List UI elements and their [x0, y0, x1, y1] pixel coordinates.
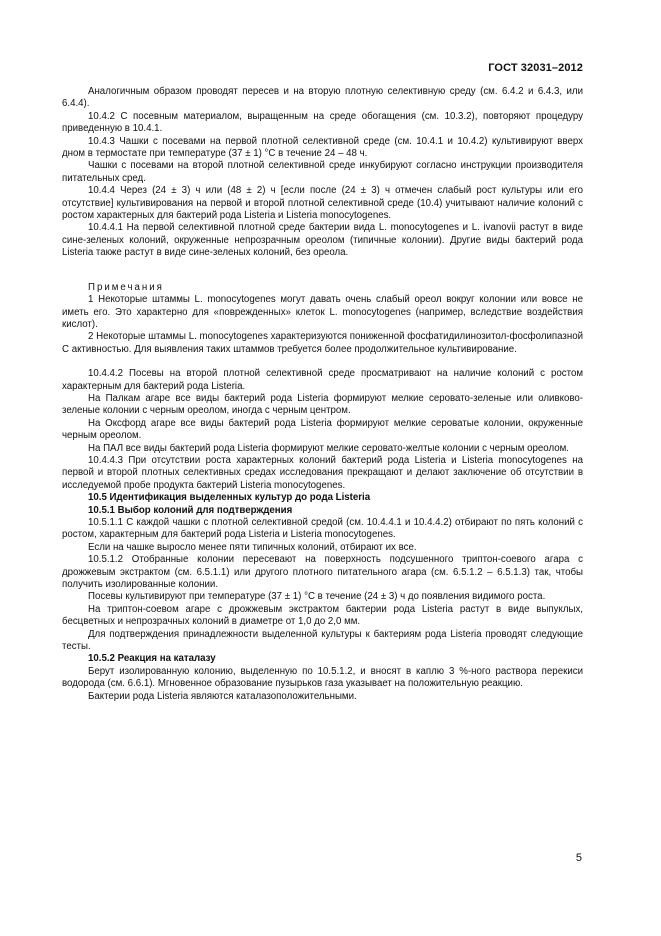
paragraph: 10.5.1.2 Отобранные колонии пересевают на поверхность подсушенного триптон-соевого агара с дрожжевым экстрактом (см. 6.5.1.1) или другого плотного питательного агара (см. 6.5.1.2 – 6.5.1.3) так, чтобы получить изолированные колонии.: [62, 554, 583, 591]
paragraph: 10.5.1.1 С каждой чашки с плотной селективной средой (см. 10.4.4.1 и 10.4.4.2) отбирают по пять колоний с ростом, характерным для бактерий рода Listeria и Listeria monocytogenes.: [62, 517, 583, 541]
paragraph: Аналогичным образом проводят пересев и на вторую плотную селективную среду (см. 6.4.2 и 6.4.3, или 6.4.4).: [62, 86, 583, 110]
paragraph: На Оксфорд агаре все виды бактерий рода Listeria формируют мелкие сероватые колонии, окруженные черным ореолом.: [62, 417, 583, 442]
paragraph: Если на чашке выросло менее пяти типичных колоний, отбирают их все.: [88, 541, 417, 553]
subsection-heading: 10.5.2 Реакция на каталазу: [88, 653, 216, 665]
paragraph: 10.4.4.3 При отсутствии роста характерных колоний бактерий рода Listeria и Listeria monocytogenes на первой и второй плотных селективных средах исследования прекращают и делают заключение об отсутствии в исследуемой пробе продукта бактерий Listeria monocytogenes.: [62, 454, 583, 491]
paragraph: Посевы культивируют при температуре (37 ± 1) °С в течение (24 ± 3) ч до появления видимого роста.: [88, 591, 546, 603]
notes-heading: Примечания: [88, 281, 164, 293]
note-item: 1 Некоторые штаммы L. monocytogenes могут давать очень слабый ореол вокруг колонии или вовсе не иметь его. Это характерно для «поврежденных» клеток L. monocytogenes (например, вследствие воздействия кислот).: [62, 294, 583, 330]
page-number: 5: [575, 852, 582, 864]
paragraph: 10.4.2 С посевным материалом, выращенным на среде обогащения (см. 10.3.2), повторяют процедуру приведенную в 10.4.1.: [62, 110, 583, 135]
section-heading: 10.5 Идентификация выделенных культур до рода Listeria: [88, 492, 371, 504]
note-item: 2 Некоторые штаммы L. monocytogenes характеризуются пониженной фосфатидилинозитол-фосфолипазной С активностью. Для выявления таких штаммов требуется более продолжительное культивирование.: [62, 331, 583, 355]
paragraph: На триптон-соевом агаре с дрожжевым экстрактом бактерии рода Listeria растут в виде выпуклых, бесцветных и непрозрачных колоний в диаметре от 1,0 до 2,0 мм.: [62, 603, 583, 628]
paragraph: 10.4.4 Через (24 ± 3) ч или (48 ± 2) ч [если после (24 ± 3) ч отмечен слабый рост культуры или его отсутствие] культивирования на первой и второй плотной селективной среде (10.4) учитывают наличие колоний с ростом характерных для бактерий рода Listeria и Listeria monocytogenes.: [62, 185, 583, 222]
paragraph: 10.4.4.2 Посевы на второй плотной селективной среде просматривают на наличие колоний с ростом характерным для бактерий рода Listeria.: [62, 368, 583, 392]
subsection-heading: 10.5.1 Выбор колоний для подтверждения: [88, 504, 293, 516]
paragraph: 10.4.3 Чашки с посевами на первой плотной селективной среде (см. 10.4.1 и 10.4.2) культивируют вверх дном в термостате при температуре (37 ± 1) °С в течение 24 – 48 ч.: [62, 135, 583, 160]
paragraph: Чашки с посевами на второй плотной селективной среде инкубируют согласно инструкции производителя питательных сред.: [62, 160, 583, 184]
paragraph: На ПАЛ все виды бактерий рода Listeria формируют мелкие серовато-желтые колонии с черным ореолом.: [88, 442, 569, 454]
paragraph: Бактерии рода Listeria являются каталазоположительными.: [88, 690, 357, 702]
paragraph: Берут изолированную колонию, выделенную по 10.5.1.2, и вносят в каплю 3 %-ного раствора перекиси водорода (см. 6.6.1). Мгновенное образование пузырьков газа указывает на положительную реакцию.: [62, 665, 583, 690]
paragraph: 10.4.4.1 На первой селективной плотной среде бактерии вида L. monocytogenes и L. ivanovii растут в виде сине-зеленых колоний, окруженные непрозрачным ореолом (типичные колонии). Другие виды бактерий рода Listeria также растут в виде сине-зеленых колоний, без ореола.: [62, 222, 583, 259]
document-body: [62, 86, 583, 703]
paragraph: Для подтверждения принадлежности выделенной культуры к бактериям рода Listeria проводят следующие тесты.: [62, 628, 583, 653]
document-id-header: ГОСТ 32031–2012: [488, 62, 583, 74]
paragraph: На Палкам агаре все виды бактерий рода Listeria формируют мелкие серовато-зеленые или оливково-зеленые колонии с черным ореолом, иногда с черным центром.: [62, 392, 583, 417]
